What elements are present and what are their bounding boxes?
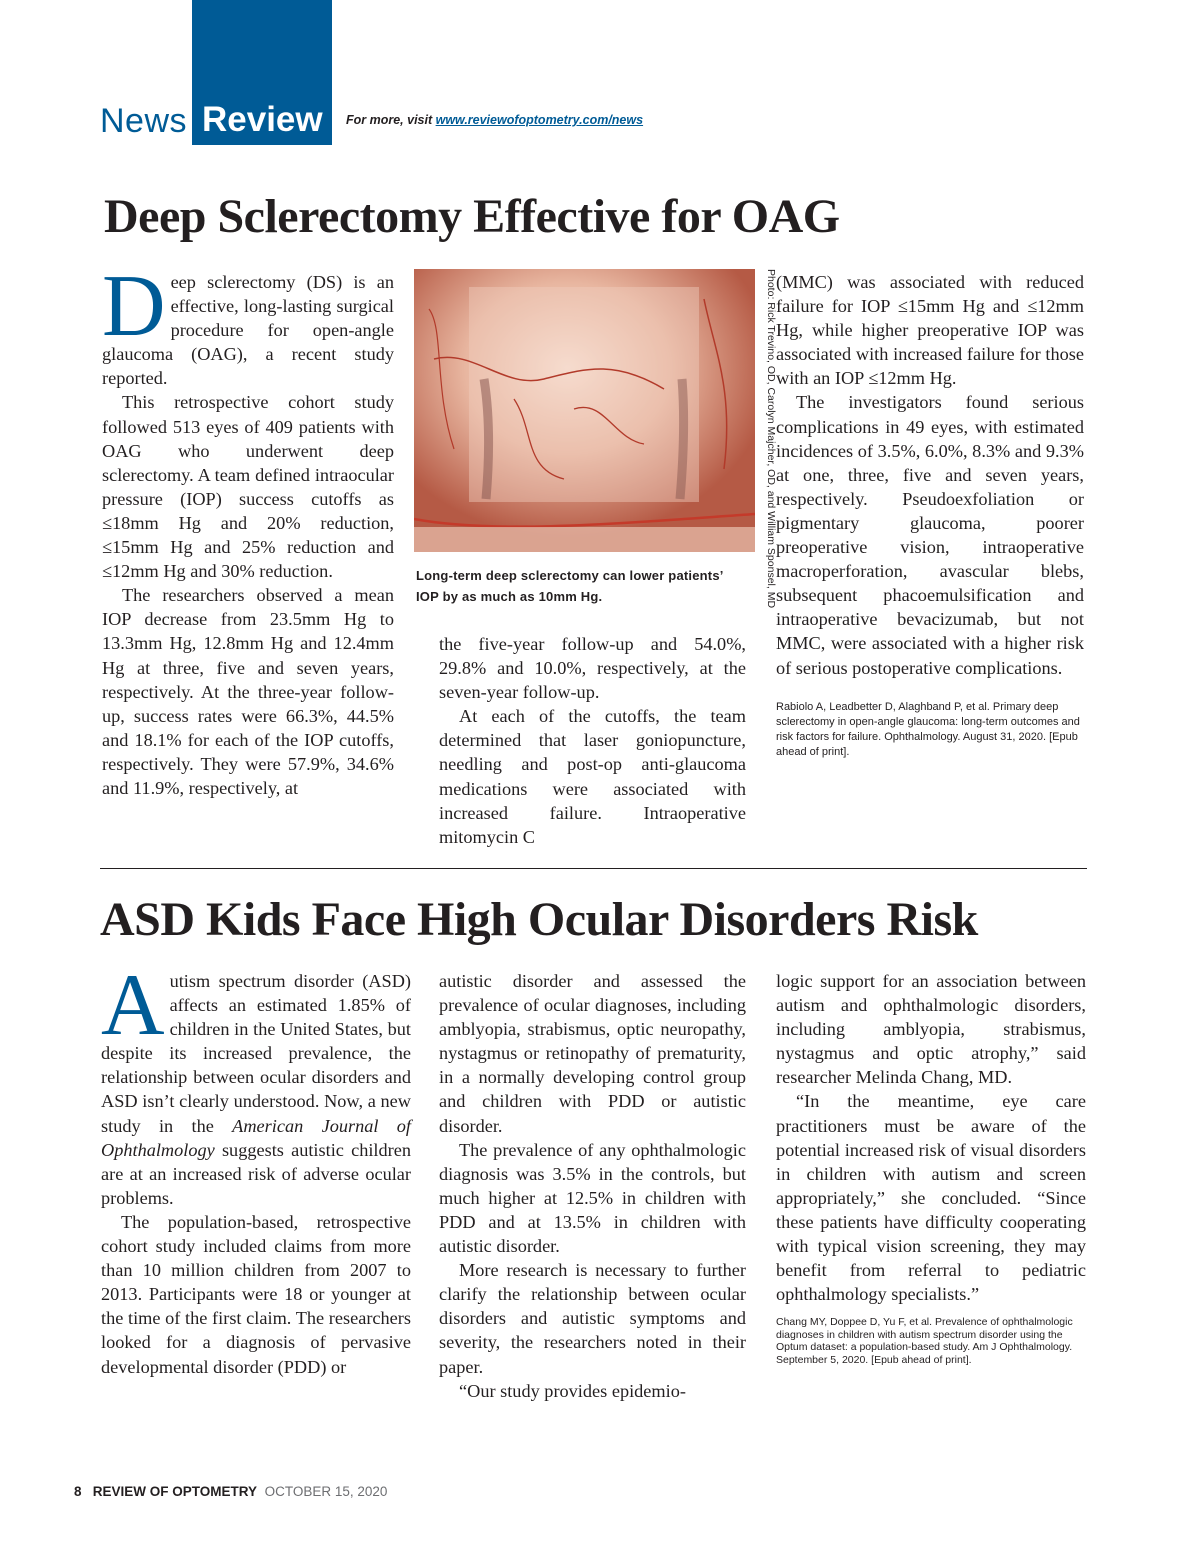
sclerectomy-photo xyxy=(414,269,755,552)
article2-dropcap: A xyxy=(101,957,165,1054)
article1-reference: Rabiolo A, Leadbetter D, Alaghband P, et al. Primary deep sclerectomy in open-angle glaucoma: long-term outcomes and risk factors for failure. Ophthalmology. August 31, 2020. [Epub ahead of print]. xyxy=(776,700,1080,758)
article2-col2-p3: More research is necessary to further clarify the relationship between ocular disorders and autistic symptoms and severity, the researchers noted in their paper. xyxy=(439,1260,746,1377)
article2-col1-p1a: utism spectrum disorder (ASD) affects an estimated 1.85% of children in the United States, but despite its increased prevalence, the relationship between ocular disorders and ASD isn’t clearly understood. Now, a new study in the xyxy=(101,971,411,1136)
article1-column-3 xyxy=(776,270,1084,760)
section-label-news: News xyxy=(100,102,188,140)
article2-col3-p1: logic support for an association between autism and ophthalmologic disorders, including amblyopia, strabismus, nystagmus and optic atrophy,” said researcher Melinda Chang, MD. xyxy=(776,971,1086,1088)
article1-column-2 xyxy=(439,632,746,849)
article2-col1-p2: The population-based, retrospective cohort study included claims from more than 10 million children from 2007 to 2013. Participants were 18 or younger at the time of the first claim. The researchers looked for a diagnosis of pervasive developmental disorder (PDD) or xyxy=(101,1211,411,1377)
article1-col3-p1: (MMC) was associated with reduced failure for IOP ≤15mm Hg and ≤12mm Hg, while higher preoperative IOP was associated with increased failure for those with an IOP ≤12mm Hg. xyxy=(776,272,1084,389)
article1-column-1 xyxy=(102,258,394,800)
article2-column-2 xyxy=(439,969,746,1403)
article1-col2-p1: the five-year follow-up and 54.0%, 29.8% and 10.0%, respectively, at the seven-year follow-up. xyxy=(439,634,746,703)
news-link[interactable]: www.reviewofoptometry.com/news xyxy=(435,113,644,127)
magazine-name: REVIEW OF OPTOMETRY xyxy=(92,1484,258,1499)
article2-column-3 xyxy=(776,969,1086,1366)
article2-reference: Chang MY, Doppee D, Yu F, et al. Prevalence of ophthalmologic diagnoses in children with autism spectrum disorder using the Optum dataset: a population-based study. Am J Ophthalmology. September 5, 2020. [Epub ahead of print]. xyxy=(776,1316,1073,1366)
article1-col1-p3: The researchers observed a mean IOP decrease from 23.5mm Hg to 13.3mm Hg, 12.8mm Hg and 12.4mm Hg at three, five and seven years, respectively. At the three-year follow-up, success rates were 66.3%, 44.5% and 18.1% for each of the IOP cutoffs, respectively. They were 57.9%, 34.6% and 11.9%, respectively, at xyxy=(102,585,394,798)
article1-col1-p1: eep sclerectomy (DS) is an effective, long-lasting surgical procedure for open-angle glaucoma (OAG), a recent study reported. xyxy=(102,272,394,389)
article1-title: Deep Sclerectomy Effective for OAG xyxy=(104,190,840,243)
article2-column-1 xyxy=(101,957,411,1379)
article2-col2-p1: autistic disorder and assessed the prevalence of ocular diagnoses, including amblyopia, strabismus, optic neuropathy, nystagmus or retinopathy of prematurity, in a normally developing control group and children with PDD or autistic disorder. xyxy=(439,971,746,1136)
visit-line xyxy=(346,113,643,127)
page-number: 8 xyxy=(74,1484,82,1499)
photo-caption: Long-term deep sclerectomy can lower patients’ IOP by as much as 10mm Hg. xyxy=(416,568,723,604)
page-footer xyxy=(74,1484,387,1499)
visit-prefix: For more, visit xyxy=(346,113,436,127)
issue-date: OCTOBER 15, 2020 xyxy=(264,1484,388,1499)
section-label-review: Review xyxy=(202,100,323,139)
article1-col3-p2: The investigators found serious complications in 49 eyes, with estimated incidences of 3.5%, 6.0%, 8.3% and 9.3% at one, three, five and seven years, respectively. Pseudoexfoliation or pigmentary glaucoma, poorer preoperative vision, intraoperative macroperforation, avascular blebs, subsequent phacoemulsification and intraoperative bevacizumab, but not MMC, were associated with a higher risk of serious postoperative complications. xyxy=(776,392,1084,678)
sclerectomy-photo-image xyxy=(414,269,755,552)
article2-col2-p4: “Our study provides epidemio- xyxy=(459,1380,686,1401)
article1-col2-p2: At each of the cutoffs, the team determined that laser goniopuncture, needling and post-op anti-glaucoma medications were associated with increased failure. Intraoperative mitomycin C xyxy=(439,706,746,847)
article2-title: ASD Kids Face High Ocular Disorders Risk xyxy=(100,893,978,946)
article1-col1-p2: This retrospective cohort study followed 513 eyes of 409 patients with OAG who underwent deep sclerectomy. A team defined intraocular pressure (IOP) success cutoffs as ≤18mm Hg and 20% reduction, ≤15mm Hg and 25% reduction and ≤12mm Hg and 30% reduction. xyxy=(102,392,394,582)
journal-name: American Journal of Ophthalmology xyxy=(101,1115,411,1160)
section-divider xyxy=(100,868,1087,869)
article2-col1-p1b: suggests autistic children are at an increased risk of adverse ocular problems. xyxy=(101,1139,411,1208)
article2-col2-p2: The prevalence of any ophthalmologic diagnosis was 3.5% in the controls, but much higher at 12.5% in children with PDD and at 13.5% in children with autistic disorder. xyxy=(439,1139,746,1257)
photo-credit-text: Photo: Rick Trevino, OD, Carolyn Majcher, OD, and William Sponsel, MD xyxy=(765,269,777,609)
article1-dropcap: D xyxy=(102,258,166,355)
article2-col3-p2: “In the meantime, eye care practitioners must be aware of the potential increased risk of visual disorders in children with autism and screen appropriately,” she concluded. “Since these patients have difficulty cooperating with typical vision screening, they may benefit from referral to pediatric ophthalmology specialists.” xyxy=(776,1091,1086,1305)
